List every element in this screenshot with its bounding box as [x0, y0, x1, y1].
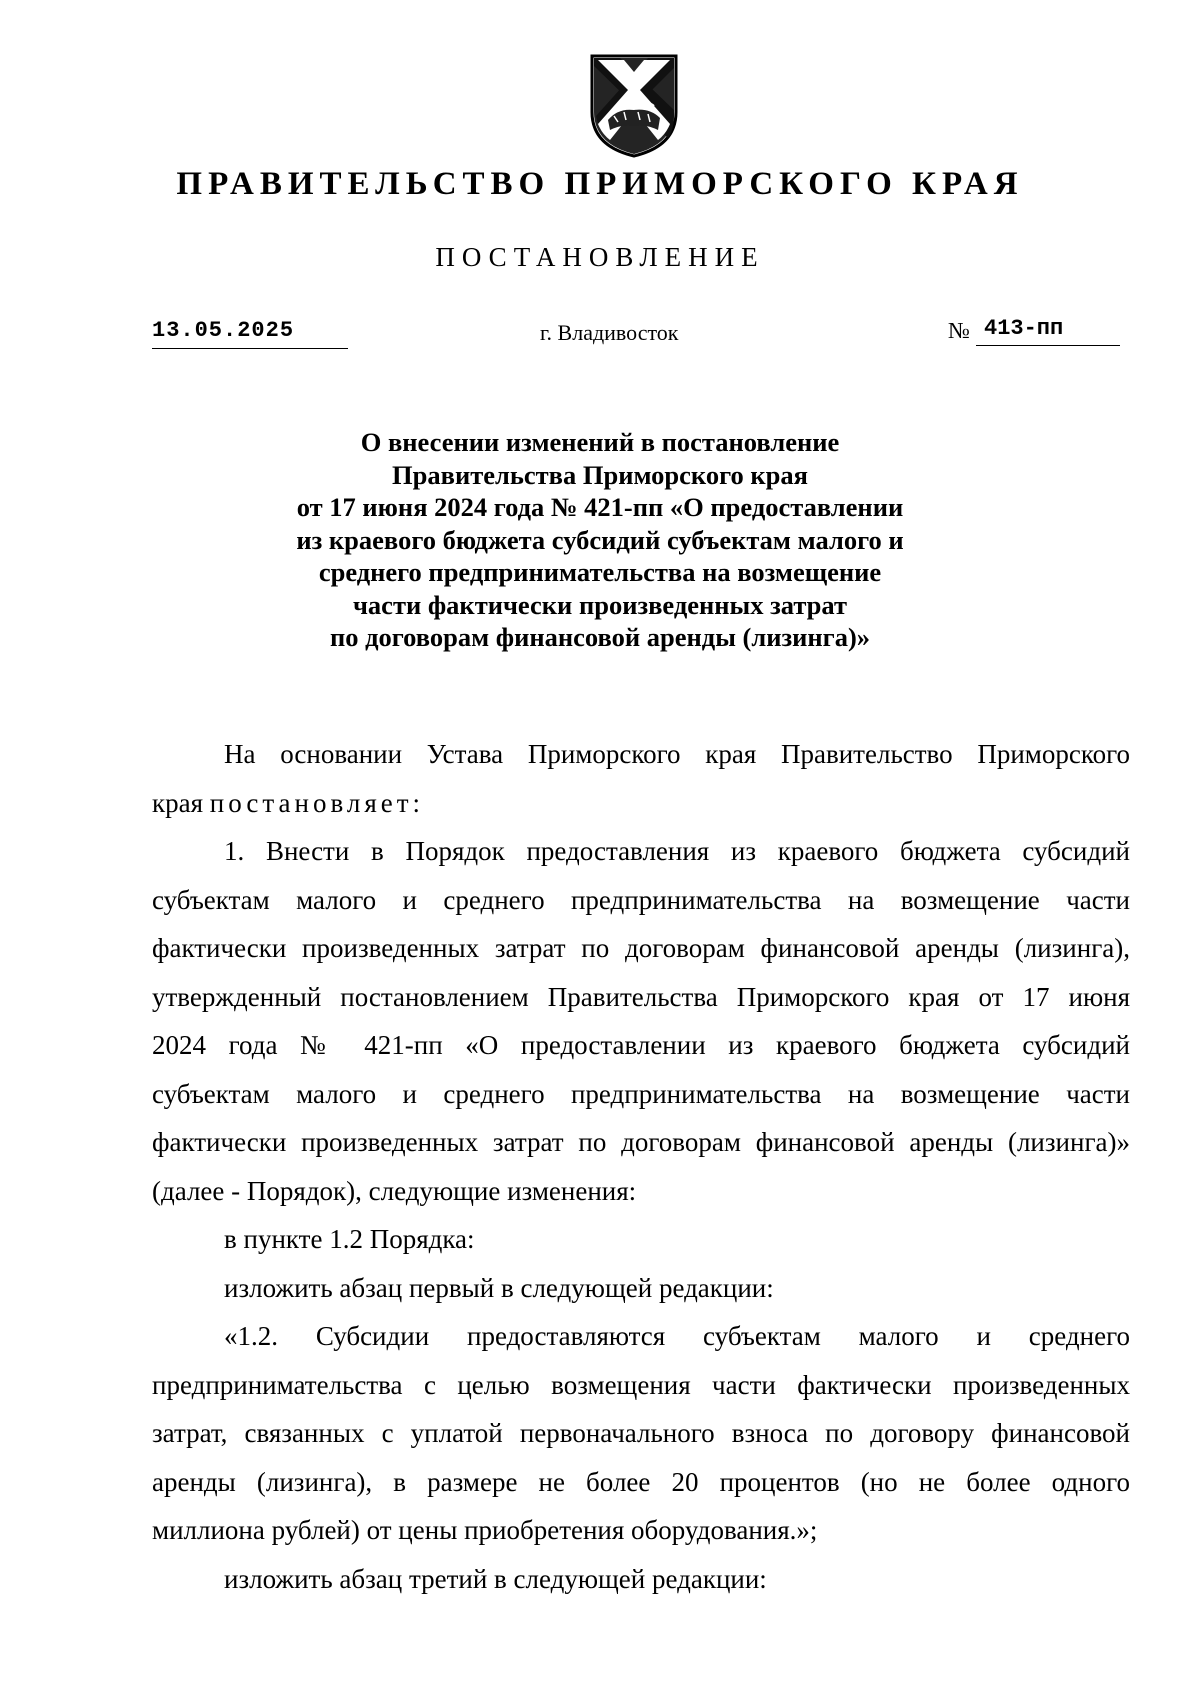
quote-line: «1.2. Субсидии предоставляются субъектам малого и среднего [224, 1321, 1130, 1351]
preamble-line [152, 779, 1130, 828]
quote-line: аренды (лизинга), в размере не более 20 процентов (но не более одного [152, 1466, 1130, 1497]
quote-line: затрат, связанных с уплатой первоначального взноса по договору финансовой [152, 1418, 1130, 1448]
document-type: ПОСТАНОВЛЕНИЕ [435, 242, 765, 272]
document-subject [200, 426, 1000, 654]
instruction-third: изложить абзац третий в следующей редакции: [224, 1563, 767, 1594]
document-date: 13.05.2025 [152, 318, 348, 349]
item1-line: (далее - Порядок), следующие изменения: [152, 1175, 637, 1206]
quote-line: предпринимательства с целью возмещения части фактически произведенных [152, 1369, 1130, 1400]
item1-line: субъектам малого и среднего предпринимательства на возмещение части [152, 884, 1130, 915]
resolves-word: постановляет: [209, 787, 425, 818]
item1-line: фактически произведенных затрат по договорам финансовой аренды (лизинга), [152, 933, 1130, 963]
number-sign: № [948, 318, 970, 343]
coat-of-arms-icon [588, 50, 680, 160]
quote-line: миллиона рублей) от цены приобретения оборудования.»; [152, 1515, 818, 1545]
subject-line: по договорам финансовой аренды (лизинга)» [329, 622, 871, 652]
subject-line: Правительства Приморского края [392, 459, 808, 490]
document-number: 413-пп [976, 316, 1120, 346]
subject-line: О внесении изменений в постановление [360, 427, 840, 457]
item1-line: субъектам малого и среднего предпринимательства на возмещение части [152, 1078, 1130, 1109]
item1-line: фактически произведенных затрат по договорам финансовой аренды (лизинга)» [152, 1127, 1130, 1157]
subject-line: из краевого бюджета субсидий субъектам малого и [296, 524, 904, 555]
preamble-line: На основании Устава Приморского края Правительство Приморского [224, 739, 1130, 769]
instruction-first: изложить абзац первый в следующей редакции: [224, 1272, 774, 1303]
item1-line: 1. Внести в Порядок предоставления из краевого бюджета субсидий [224, 836, 1130, 866]
subject-line: среднего предпринимательства на возмещение [318, 557, 882, 587]
document-city: г. Владивосток [540, 320, 679, 345]
point-reference: в пункте 1.2 Порядка: [224, 1224, 475, 1254]
document-body [152, 730, 1130, 1603]
subject-line: от 17 июня 2024 года № 421-пп «О предоставлении [296, 492, 904, 522]
preamble-word: края [152, 787, 204, 818]
subject-line: части фактически произведенных затрат [352, 589, 847, 620]
item1-line: 2024 года № 421-пп «О предоставлении из краевого бюджета субсидий [152, 1030, 1130, 1060]
item1-line: утвержденный постановлением Правительства Приморского края от 17 июня [152, 981, 1130, 1012]
government-name: ПРАВИТЕЛЬСТВО ПРИМОРСКОГО КРАЯ [176, 166, 1024, 202]
